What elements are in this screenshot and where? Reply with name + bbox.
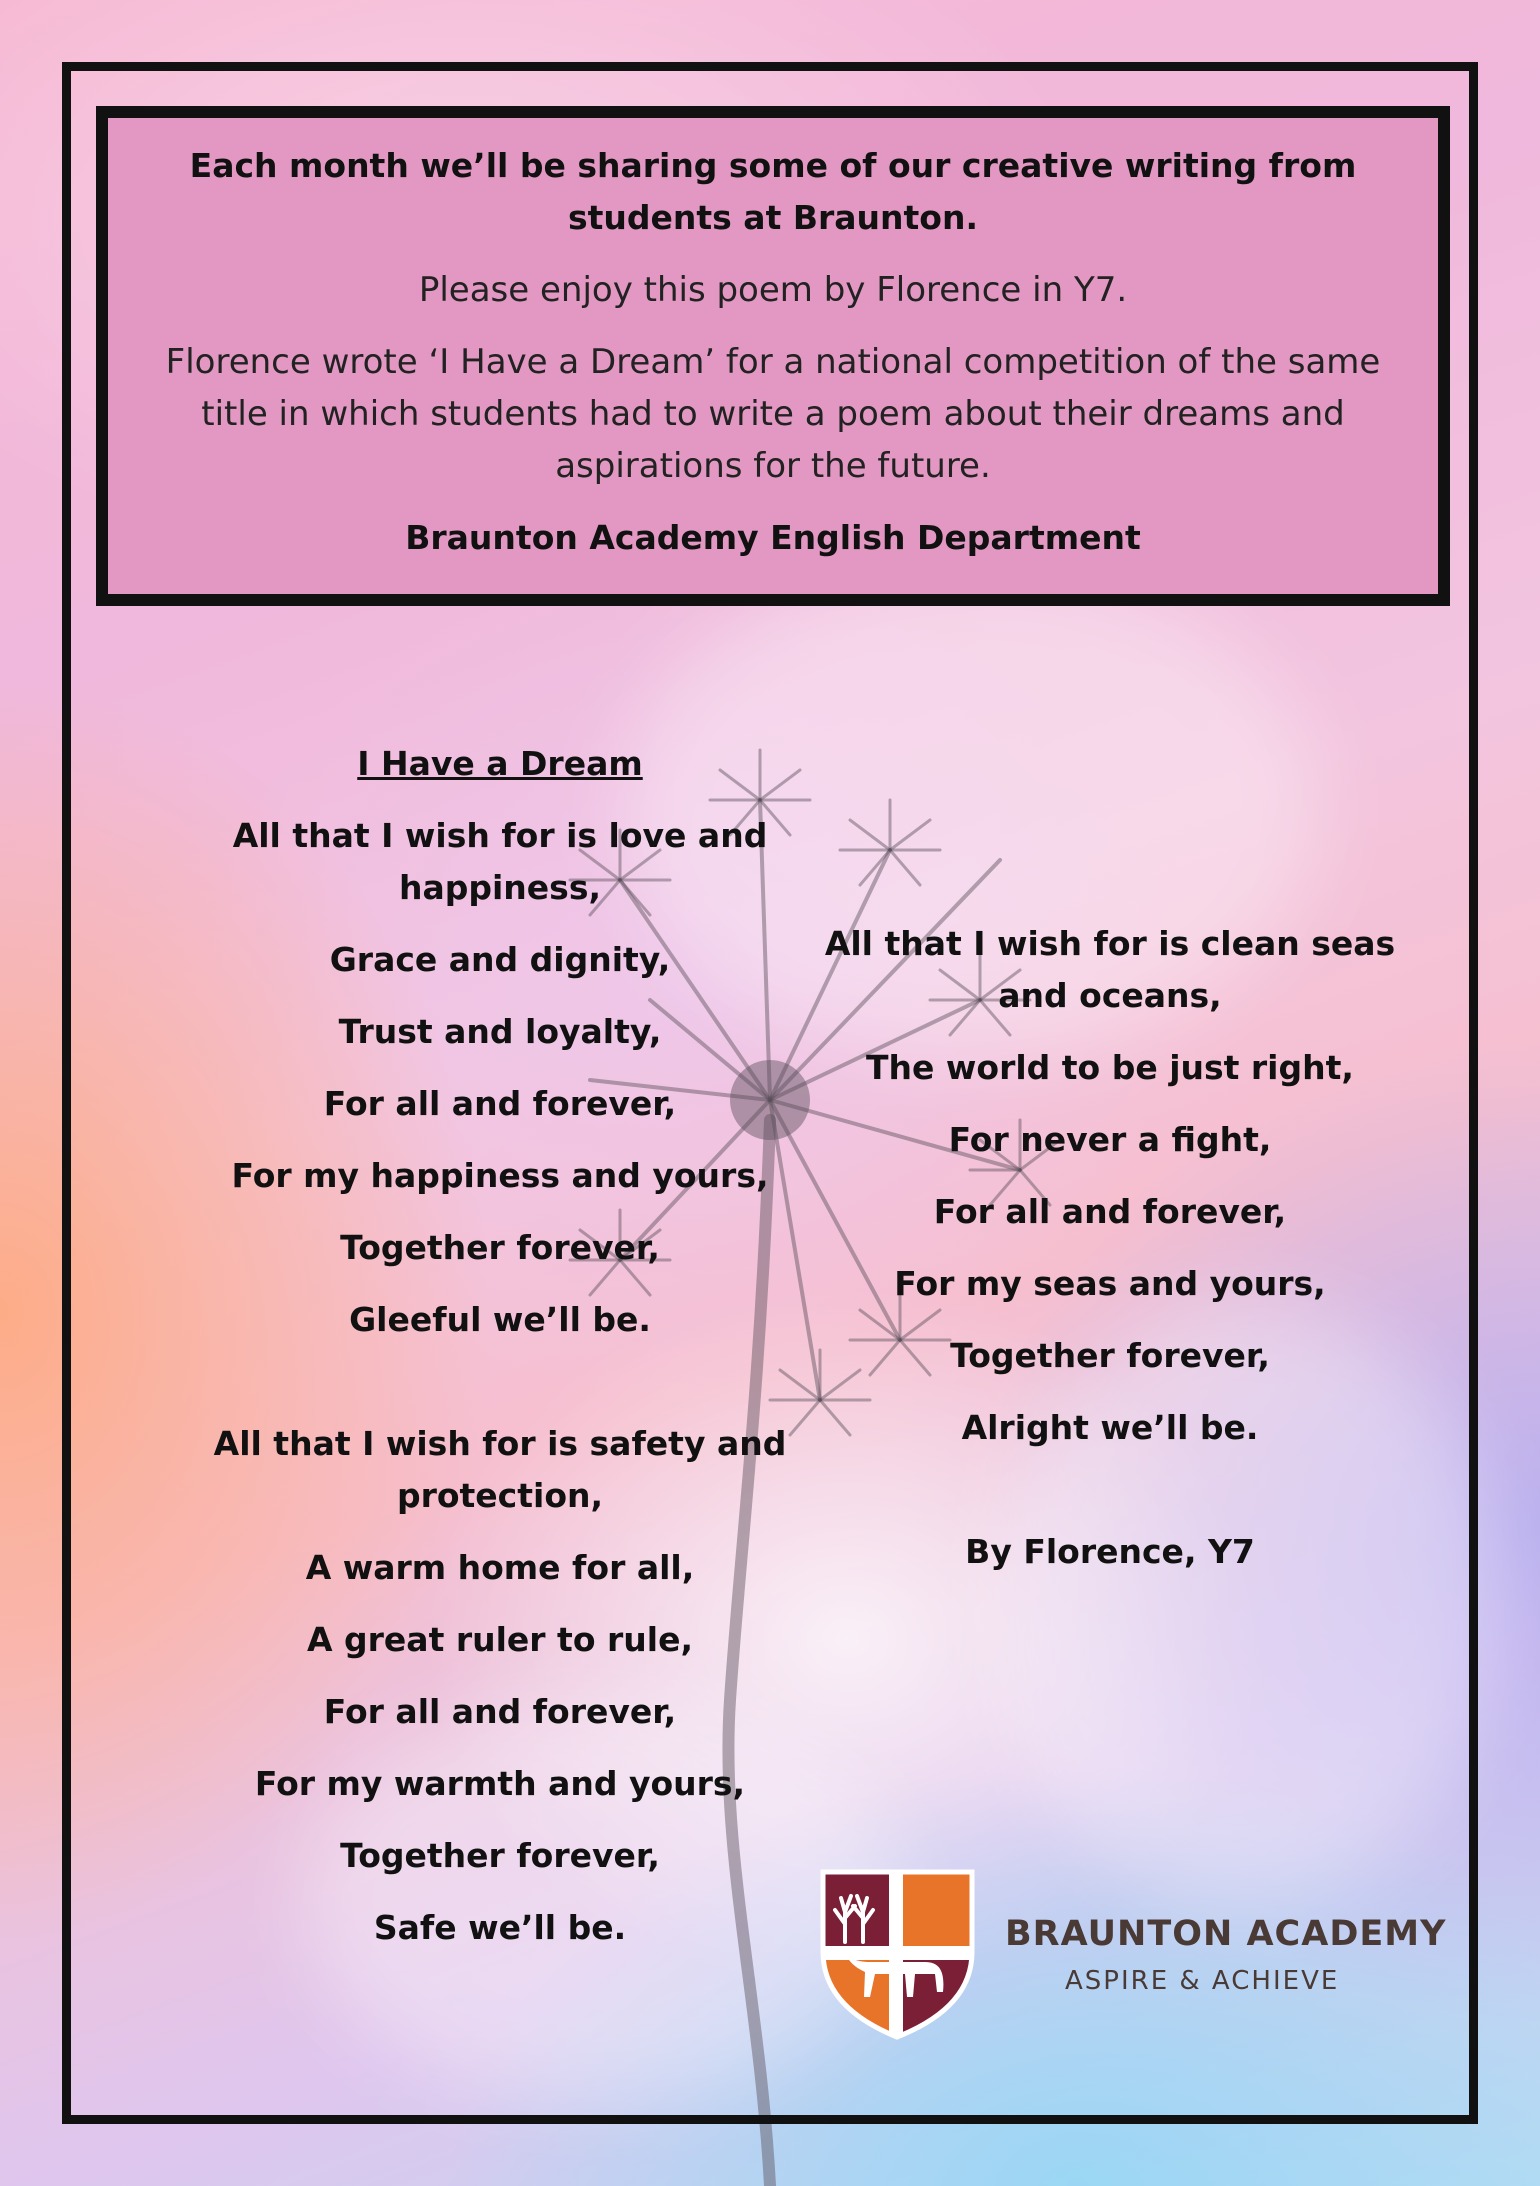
poem-byline: By Florence, Y7	[965, 1532, 1255, 1571]
poem-line: Trust and loyalty,	[338, 1012, 662, 1051]
poem-line: Gleeful we’ll be.	[349, 1300, 651, 1339]
poem-line: For my warmth and yours,	[254, 1764, 746, 1803]
stanza-gap	[820, 1474, 1400, 1526]
intro-box	[96, 106, 1450, 606]
intro-signature: Braunton Academy English Department	[405, 518, 1141, 557]
intro-heading: Each month we’ll be sharing some of our creative writing from students at Braunton.	[189, 146, 1357, 237]
school-logo	[815, 1862, 1447, 2042]
poem-line: Together forever,	[340, 1228, 660, 1267]
poem-line: A great ruler to rule,	[307, 1620, 693, 1659]
stanza-gap	[210, 1366, 790, 1418]
poem-line: For my happiness and yours,	[231, 1156, 769, 1195]
poem-line: For all and forever,	[323, 1084, 677, 1123]
poem-line: Together forever,	[950, 1336, 1270, 1375]
poem-line: The world to be just right,	[866, 1048, 1354, 1087]
stag-crest-icon	[815, 1862, 980, 2042]
poem-line: For my seas and yours,	[894, 1264, 1326, 1303]
intro-line-2: Florence wrote ‘I Have a Dream’ for a national competition of the same title in which students had to write a poem about their dreams and aspirations for the future.	[165, 342, 1381, 486]
poem-line: For never a fight,	[948, 1120, 1272, 1159]
poem-column-left	[210, 738, 790, 1974]
poem-title: I Have a Dream	[357, 744, 643, 783]
logo-name: BRAUNTON ACADEMY	[1005, 1914, 1447, 1954]
poem-line: All that I wish for is safety and protection,	[213, 1424, 787, 1515]
poem-line: A warm home for all,	[305, 1548, 695, 1587]
poem-line: Grace and dignity,	[329, 940, 671, 979]
poem-column-right	[820, 918, 1400, 1598]
poem-line: Alright we’ll be.	[961, 1408, 1259, 1447]
poem-line: For all and forever,	[323, 1692, 677, 1731]
logo-tagline: ASPIRE & ACHIEVE	[1065, 1966, 1340, 1996]
poem-line: For all and forever,	[933, 1192, 1287, 1231]
intro-line-1: Please enjoy this poem by Florence in Y7.	[418, 270, 1128, 310]
poem-line: Safe we’ll be.	[373, 1908, 627, 1947]
poem-line: All that I wish for is love and happiness,	[232, 816, 768, 907]
poem-line: Together forever,	[340, 1836, 660, 1875]
poem-line: All that I wish for is clean seas and oceans,	[824, 924, 1396, 1015]
